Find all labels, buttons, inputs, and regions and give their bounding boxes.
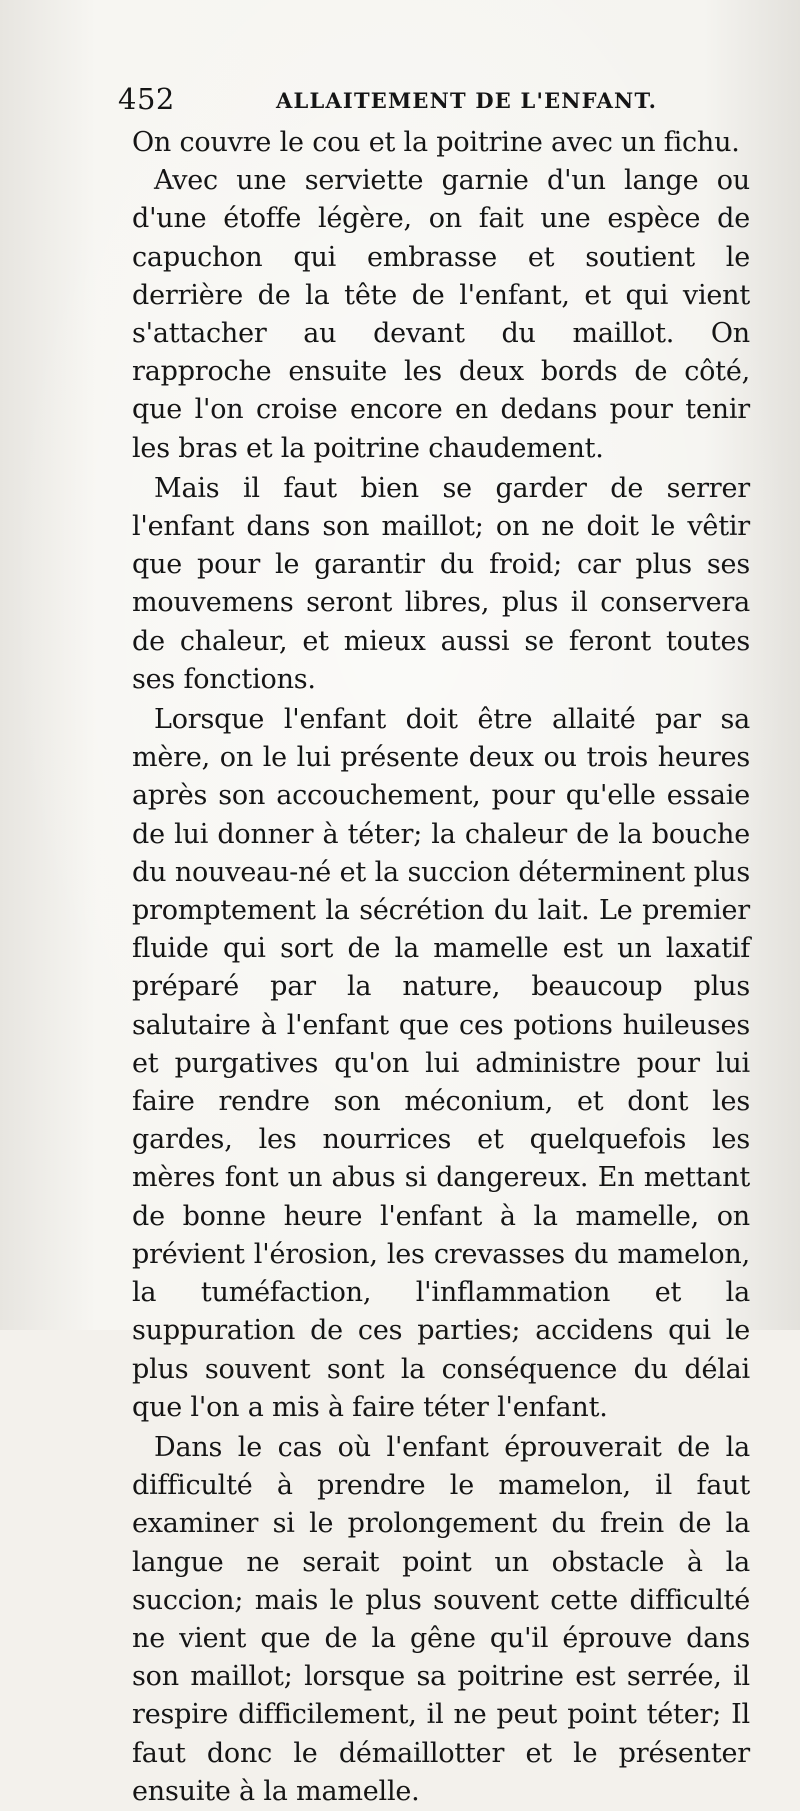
running-head: ALLAITEMENT DE L'ENFANT.	[276, 88, 658, 113]
paragraph-4: Lorsque l'enfant doit être allaité par sa mère, on le lui présente deux ou trois heures après son accouchement, pour qu'elle essaie de lui donner à téter; la chaleur de la bouche du nouveau-né et la succion déterminent plus promptement la sécrétion du lait. Le premier fluide qui sort de la mamelle est un laxatif préparé par la nature, beaucoup plus salutaire à l'enfant que ces potions huileuses et purgatives qu'on lui administre pour lui faire rendre son méconium, et dont les gardes, les nourrices et quelquefois les mères font un abus si dangereux. En mettant de bonne heure l'enfant à la mamelle, on prévient l'érosion, les crevasses du mamelon, la tuméfaction, l'inflammation et la suppuration de ces parties; accidens qui le plus souvent sont la conséquence du délai que l'on a mis à faire téter l'enfant.	[132, 704, 750, 1423]
paragraph-5: Dans le cas où l'enfant éprouverait de la difficulté à prendre le mamelon, il faut examiner si le prolongement du frein de la langue ne serait point un obstacle à la succion; mais le plus souvent cette difficulté ne vient que de la gêne qu'il éprouve dans son maillot; lorsque sa poitrine est serrée, il respire difficilement, il ne peut point téter; Il faut donc le démaillotter et le présenter ensuite à la mamelle.	[132, 1431, 750, 1807]
paragraph-2: Avec une serviette garnie d'un lange ou d'une étoffe légère, on fait une espèce de capuchon qui embrasse et soutient le derrière de la tête de l'enfant, et qui vient s'attacher au devant du maillot. On rapproche ensuite les deux bords de côté, que l'on croise encore en dedans pour tenir les bras et la poitrine chaudement.	[132, 165, 750, 464]
body-text	[132, 124, 750, 1811]
paragraph-1: On couvre le cou et la poitrine avec un fichu.	[132, 127, 740, 158]
paragraph-3: Mais il faut bien se garder de serrer l'enfant dans son maillot; on ne doit le vêtir que pour le garantir du froid; car plus ses mouvemens seront libres, plus il conservera de chaleur, et mieux aussi se feront toutes ses fonctions.	[132, 472, 750, 695]
page-header	[118, 74, 718, 114]
page-number: 452	[118, 82, 175, 116]
